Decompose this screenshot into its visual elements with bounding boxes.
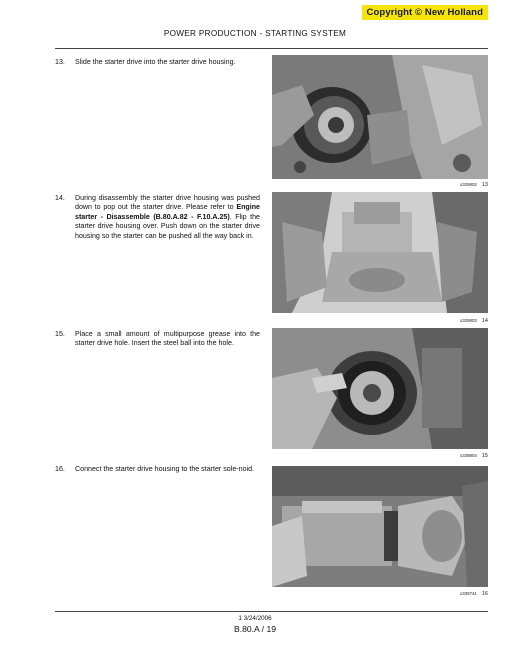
photo-drive-housing-flip xyxy=(272,192,488,313)
step-text: Slide the starter drive into the starter drive housing. xyxy=(75,58,236,66)
step-16 xyxy=(55,465,260,474)
footer-page-number: B.80.A / 19 xyxy=(233,624,277,634)
header-divider xyxy=(55,48,488,49)
step-text: Connect the starter drive housing to the starter sole-noid. xyxy=(75,465,255,473)
step-text: During disassembly the starter drive housing was pushed down to pop out the starter drive. Please refer to Engine starter - Disassemble (B.80.A.82 - F.10.A.25). Flip the starter drive housing over. Push down on the starter drive housing so the starter can be pushed all the way back in. xyxy=(75,194,260,240)
step-15 xyxy=(55,330,260,349)
photo-caption-14 xyxy=(460,318,488,324)
page-header-title: POWER PRODUCTION - STARTING SYSTEM xyxy=(163,29,347,38)
cross-reference: Engine starter - Disassemble (B.80.A.82 - F.10.A.25) xyxy=(75,203,260,221)
photo-id: x339803 xyxy=(460,318,477,323)
photo-grease-steel-ball xyxy=(272,328,488,449)
photo-connect-solenoid xyxy=(272,466,488,587)
photo-caption-13 xyxy=(460,182,488,188)
step-number: 13. xyxy=(55,58,65,66)
footer-divider xyxy=(55,611,488,612)
step-13 xyxy=(55,58,260,67)
photo-id: x339741 xyxy=(460,591,477,596)
photo-caption-15 xyxy=(460,453,488,459)
figure-number: 16 xyxy=(481,591,488,597)
photo-caption-16 xyxy=(460,591,488,597)
figure-number: 14 xyxy=(481,318,488,324)
photo-id: x339804 xyxy=(460,453,477,458)
photo-starter-drive-insertion xyxy=(272,55,488,179)
figure-number: 15 xyxy=(481,453,488,459)
photo-id: x339802 xyxy=(460,182,477,187)
footer-edition-date: 1 3/24/2006 xyxy=(238,615,272,622)
step-number: 16. xyxy=(55,465,65,473)
step-number: 14. xyxy=(55,194,65,202)
figure-number: 13 xyxy=(481,182,488,188)
step-14 xyxy=(55,194,260,241)
step-text: Place a small amount of multipurpose grease into the starter drive hole. Insert the steel ball into the hole. xyxy=(75,330,260,348)
copyright-badge: Copyright © New Holland xyxy=(362,5,488,20)
step-number: 15. xyxy=(55,330,65,338)
